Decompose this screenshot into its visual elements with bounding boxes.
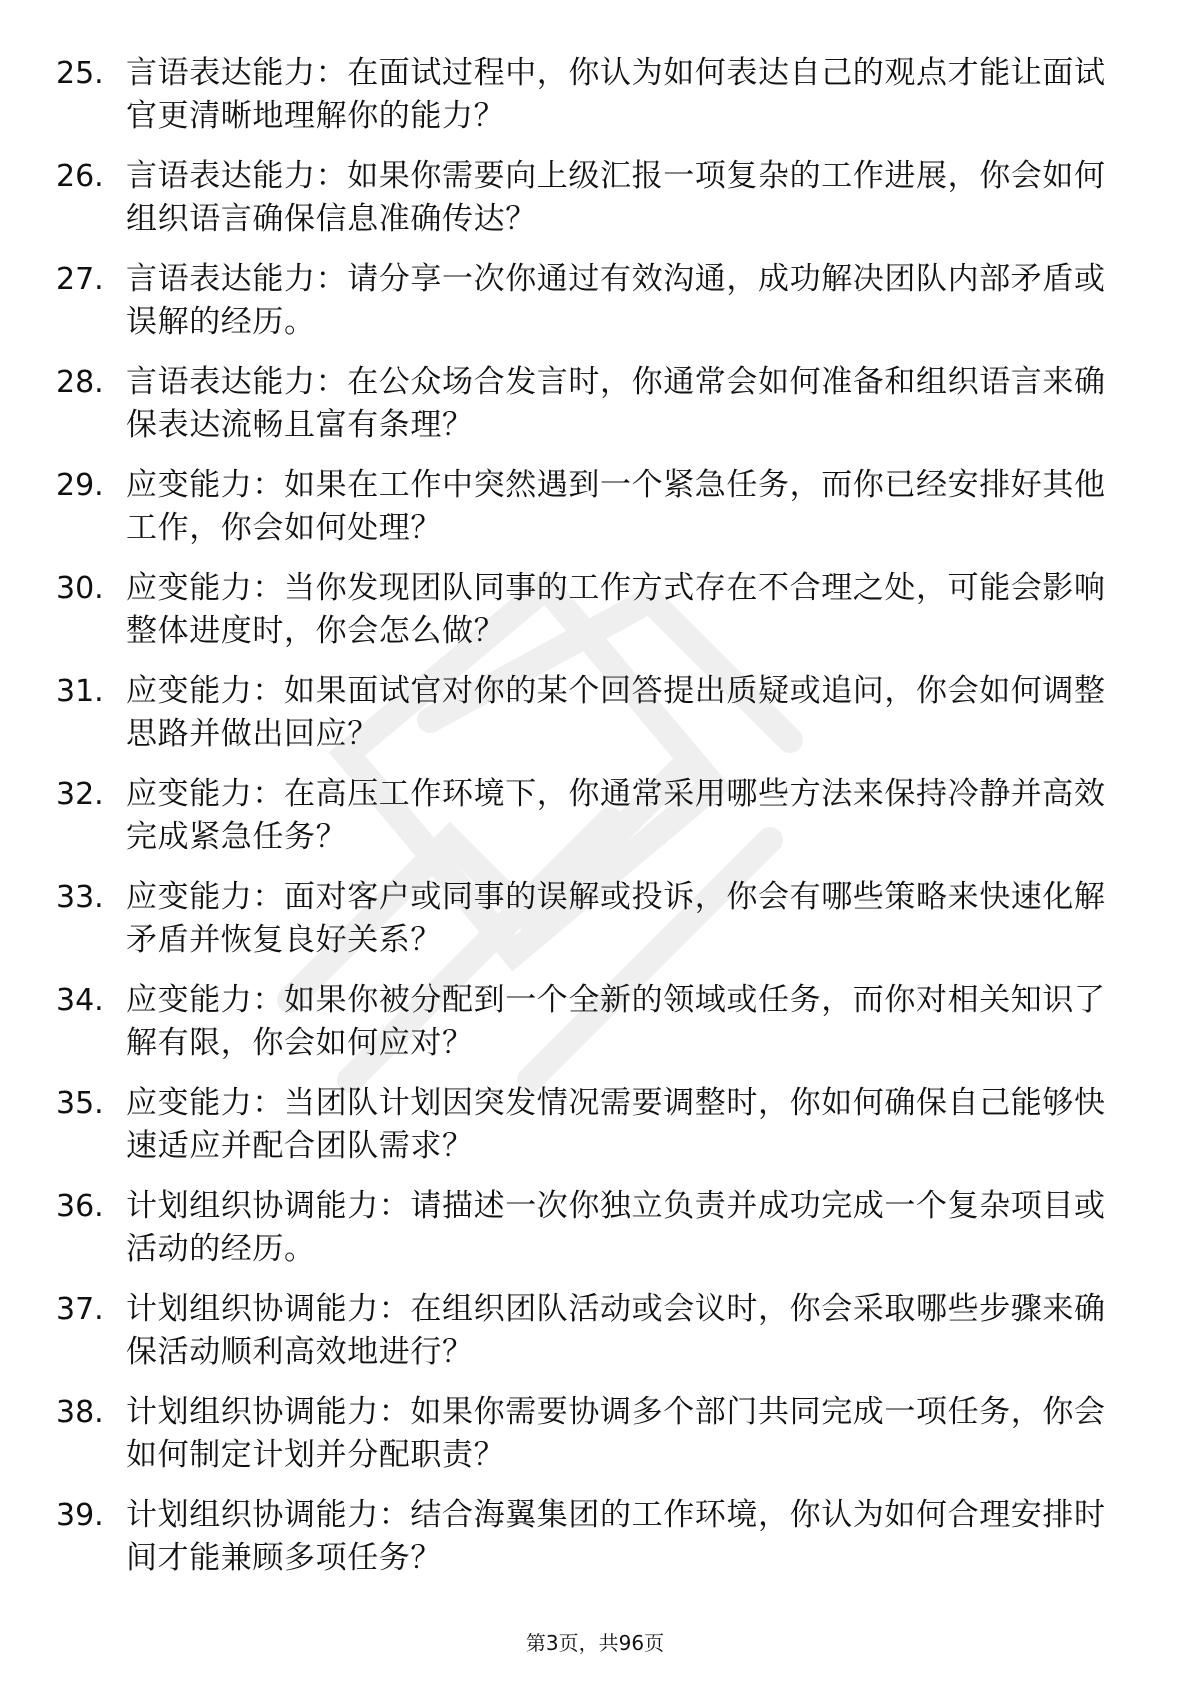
question-number: 27. bbox=[56, 262, 104, 297]
list-item bbox=[56, 876, 1116, 979]
list-item bbox=[56, 258, 1116, 361]
question-text: 计划组织协调能力：结合海翼集团的工作环境，你认为如何合理安排时间才能兼顾多项任务？ bbox=[126, 1497, 1106, 1576]
page-number-label: 第3页，共96页 bbox=[525, 1631, 665, 1655]
list-item bbox=[56, 773, 1116, 876]
question-text: 计划组织协调能力：请描述一次你独立负责并成功完成一个复杂项目或活动的经历。 bbox=[126, 1188, 1106, 1267]
question-text: 应变能力：当团队计划因突发情况需要调整时，你如何确保自己能够快速适应并配合团队需求？ bbox=[126, 1085, 1106, 1164]
question-number: 29. bbox=[56, 468, 104, 503]
question-number: 36. bbox=[56, 1189, 104, 1224]
question-number: 35. bbox=[56, 1086, 104, 1121]
question-number: 30. bbox=[56, 571, 104, 606]
page-footer bbox=[0, 1627, 1190, 1656]
question-number: 39. bbox=[56, 1498, 104, 1533]
question-text: 言语表达能力：在面试过程中，你认为如何表达自己的观点才能让面试官更清晰地理解你的能力？ bbox=[126, 55, 1106, 134]
question-number: 31. bbox=[56, 674, 104, 709]
question-number: 28. bbox=[56, 365, 104, 400]
question-text: 应变能力：如果面试官对你的某个回答提出质疑或追问，你会如何调整思路并做出回应？ bbox=[126, 673, 1106, 752]
question-number: 33. bbox=[56, 880, 104, 915]
list-item bbox=[56, 1391, 1116, 1494]
list-item bbox=[56, 155, 1116, 258]
list-item bbox=[56, 1494, 1116, 1597]
question-number: 34. bbox=[56, 983, 104, 1018]
list-item bbox=[56, 1288, 1116, 1391]
question-number: 38. bbox=[56, 1395, 104, 1430]
question-list bbox=[56, 52, 1116, 1597]
question-number: 37. bbox=[56, 1292, 104, 1327]
list-item bbox=[56, 464, 1116, 567]
list-item bbox=[56, 52, 1116, 155]
question-number: 25. bbox=[56, 56, 104, 91]
list-item bbox=[56, 361, 1116, 464]
question-text: 应变能力：面对客户或同事的误解或投诉，你会有哪些策略来快速化解矛盾并恢复良好关系？ bbox=[126, 879, 1106, 958]
question-text: 言语表达能力：请分享一次你通过有效沟通，成功解决团队内部矛盾或误解的经历。 bbox=[126, 261, 1106, 340]
list-item bbox=[56, 1185, 1116, 1288]
question-number: 26. bbox=[56, 159, 104, 194]
question-text: 计划组织协调能力：在组织团队活动或会议时，你会采取哪些步骤来确保活动顺利高效地进行？ bbox=[126, 1291, 1106, 1370]
list-item bbox=[56, 1082, 1116, 1185]
question-text: 应变能力：当你发现团队同事的工作方式存在不合理之处，可能会影响整体进度时，你会怎么做？ bbox=[126, 570, 1106, 649]
question-text: 言语表达能力：如果你需要向上级汇报一项复杂的工作进展，你会如何组织语言确保信息准确传达？ bbox=[126, 158, 1106, 237]
question-text: 应变能力：如果你被分配到一个全新的领域或任务，而你对相关知识了解有限，你会如何应对？ bbox=[126, 982, 1106, 1061]
list-item bbox=[56, 670, 1116, 773]
question-text: 计划组织协调能力：如果你需要协调多个部门共同完成一项任务，你会如何制定计划并分配职责？ bbox=[126, 1394, 1106, 1473]
question-text: 言语表达能力：在公众场合发言时，你通常会如何准备和组织语言来确保表达流畅且富有条理？ bbox=[126, 364, 1106, 443]
list-item bbox=[56, 979, 1116, 1082]
list-item bbox=[56, 567, 1116, 670]
question-text: 应变能力：如果在工作中突然遇到一个紧急任务，而你已经安排好其他工作，你会如何处理？ bbox=[126, 467, 1106, 546]
question-text: 应变能力：在高压工作环境下，你通常采用哪些方法来保持冷静并高效完成紧急任务？ bbox=[126, 776, 1106, 855]
question-number: 32. bbox=[56, 777, 104, 812]
